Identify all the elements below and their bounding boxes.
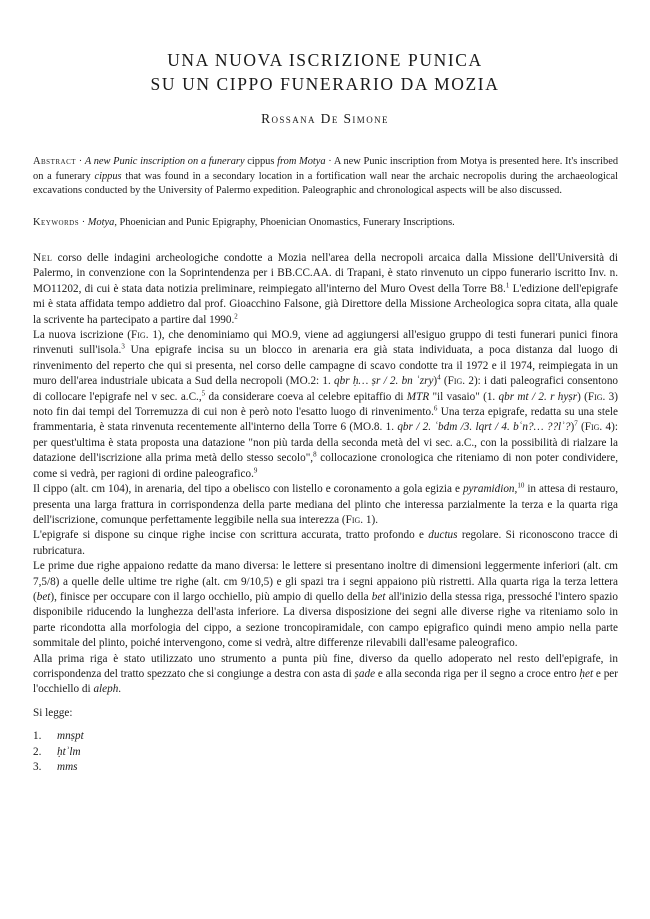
abstract-title-part1: A new Punic inscription on a funerary: [84, 156, 248, 167]
p3-a: Il cippo (alt. cm 104), in arenaria, del tipo a obelisco con listello e coronamento a gola egizia e: [33, 483, 463, 496]
p2-k: Una terza epigrafe, redatta su una stele frammentaria, è stata rinvenuta recentemente all'interno della Torre 6 (MO.8. 1.: [33, 406, 618, 434]
p2-h: "il vasaio" (1.: [429, 390, 499, 403]
p4-a: L'epigrafe si dispone su cinque righe incise con scrittura accurata, tratto profondo e: [33, 529, 429, 542]
footnote-ref-6[interactable]: 6: [433, 404, 438, 413]
figure-ref-1[interactable]: Fig. 1: [131, 329, 158, 342]
keywords-rest: , Phoenician and Punic Epigraphy, Phoenician Onomastics, Funerary Inscriptions.: [114, 217, 455, 228]
figure-ref-4[interactable]: Fig. 4: [584, 421, 612, 434]
paragraph-4: [33, 528, 618, 559]
footnote-ref-2[interactable]: 2: [234, 311, 238, 320]
figure-ref-2[interactable]: Fig. 2: [447, 375, 474, 388]
p2-c: Una epigrafe incisa su un blocco in arenaria era già stata individuata, a poca distanza dal luogo di rinvenimento del reperto che qui si presenta, nel corso delle campagne di scavo condotte tra il 1972 e il 1974, reimpiegata in un muro dell'area industriale ubicata a Sud della necropoli (MO.2: 1.: [33, 344, 618, 388]
term-pyramidion: pyramidion,: [462, 483, 518, 496]
p6-c: e per l'occhiello di: [33, 667, 618, 696]
p3-c: ).: [371, 513, 379, 526]
name-mtr: MTR: [406, 390, 430, 403]
paragraph-6: [33, 652, 618, 698]
p2-i: ) (: [577, 390, 588, 403]
p1-b: L'edizione dell'epigrafe mi è stata affidata tempo addietro dal prof. Gioacchino Falsone, già Direttore della Missione Archeologica sopra citata, alla quale la scrivente ha partecipato a partire dal 1990.: [33, 282, 618, 326]
reading-number: 1.: [33, 730, 42, 743]
article-title-line-1: UNA NUOVA ISCRIZIONE PUNICA: [167, 50, 483, 70]
transliteration-mo2: qbr ḥ… ṣr / 2. bn ʿzry: [334, 375, 434, 388]
footnote-ref-8[interactable]: 8: [313, 450, 317, 459]
p2-n: ): per quest'ultima è stata proposta una datazione "non più tarda della seconda metà del vi sec. a.C., con la possibilità di rialzare la datazione dell'iscrizione alla prima metà dello stesso secolo",: [33, 421, 618, 465]
p5-a: Le prime due righe appaiono redatte da mano diversa: le lettere si presentano inoltre di dimensioni leggermente inferiori (alt. cm 7,5/8) a quelle delle ultime tre righe (alt. cm 9/10,5) e gli spazi tra i segni appaiono più ristretti. Alla quarta riga la terza lettera (: [33, 560, 618, 603]
abstract-sep: ·: [76, 156, 85, 167]
p2-d: ): [433, 375, 438, 388]
reading-text: mnṣpt: [57, 730, 84, 743]
abstract: [33, 155, 618, 199]
footnote-ref-3[interactable]: 3: [121, 342, 125, 351]
abstract-text-italic: cippus: [94, 170, 122, 182]
term-aleph: aleph: [93, 683, 119, 696]
keywords: [33, 216, 618, 231]
abstract-text-part1: · A new Punic inscription from Motya is presented here. It's inscribed on a funerary: [33, 156, 619, 182]
p2-f: ): i dati paleografici consentono di collocare l'epigrafe nel v sec. a.C.,: [33, 375, 619, 403]
inscription-readings: [33, 729, 618, 775]
abstract-title-part2: from Motya: [274, 156, 326, 167]
abstract-title: [85, 156, 326, 167]
p1-a: corso delle indagini archeologiche condotte a Mozia nell'area della necropoli arcaica dalla Missione dell'Università di Palermo, in convenzione con la Soprintendenza per i BB.CC.AA. di Trapani, è stato rinvenuto un cippo funerario iscritto Inv. n. MO11202, di cui è stata data notizia preliminare, reimpiegato all'interno del Muro Ovest della Torre B8.: [33, 252, 618, 295]
term-bet: bet: [36, 590, 51, 603]
transliteration-mo8: qbr / 2. ʿbdm /3. lqrt / 4. bʿn?… ??lʾ?: [397, 421, 571, 434]
abstract-title-roman: cippus: [247, 156, 275, 167]
article-body: [33, 251, 618, 775]
p3-b: in attesa di restauro, presenta una larga frattura in corrispondenza della parte mediana del plinto che interessa parzialmente la terza e la quarta riga dell'iscrizione, comunque perfettamente leggibile nella sua interezza (: [33, 483, 618, 526]
footnote-ref-10[interactable]: 10: [517, 481, 525, 490]
reading-text: ḥtʾlm: [57, 745, 81, 758]
keywords-label: Keywords: [33, 217, 80, 228]
p2-m: (: [577, 421, 585, 434]
reading-line: [33, 745, 618, 760]
p2-j: ) noto fin dai tempi del Torremuzza di cui non è però noto l'esatto luogo di rinvenimento.: [33, 390, 618, 419]
footnote-ref-1[interactable]: 1: [505, 281, 510, 290]
term-ductus: ductus: [428, 529, 458, 542]
author-name: Rossana De Simone: [261, 111, 389, 126]
p6-a: Alla prima riga è stato utilizzato uno strumento a punta più fine, diverso da quello adoperato nel resto dell'epigrafe, in corrispondenza del tratto spezzato che si congiunge a destra con asta di: [33, 652, 618, 680]
lead-word: Nel: [33, 252, 53, 264]
keywords-sep: ·: [79, 217, 88, 228]
footnote-ref-4[interactable]: 4: [437, 373, 441, 382]
p2-o: collocazione cronologica che riteniamo di non poter condividere, come si vedrà, per ragioni di ordine paleografico.: [33, 452, 618, 480]
article-title-line-2: SU UN CIPPO FUNERARIO DA MOZIA: [150, 74, 500, 94]
reading-line: [33, 729, 618, 744]
term-het: ḥet: [579, 667, 594, 680]
term-bet-2: bet: [371, 590, 386, 603]
figure-ref-3[interactable]: Fig. 3: [587, 390, 615, 403]
transliteration-mtr: qbr mt / 2. r hyṣr: [498, 390, 578, 403]
si-legge: Si legge:: [33, 706, 73, 719]
reading-line: [33, 760, 618, 775]
footnote-ref-7[interactable]: 7: [574, 419, 578, 428]
paragraph-3: [33, 482, 618, 528]
footnote-ref-5[interactable]: 5: [201, 388, 206, 397]
abstract-text-part2: that was found in a secondary location in a fortification wall near the archaic necropolis during the archaeological excavations conducted by the University of Palermo expedition. Paleographic and chronological aspects will be also discussed.: [33, 170, 618, 197]
paragraph-1: [33, 251, 618, 328]
p2-b: ), che denominiamo qui MO.9, viene ad aggiungersi all'esiguo gruppo di testi funerari punici finora rinvenuti sull'isola.: [33, 329, 619, 357]
reading-number: 3.: [33, 760, 42, 773]
paragraph-5: [33, 559, 618, 651]
p2-g: da considerare coeva al celebre epitaffio di: [205, 390, 407, 403]
p6-b: e alla seconda riga per il segno a croce entro: [375, 667, 580, 680]
abstract-label: Abstract: [33, 156, 77, 167]
keywords-italic: Motya: [87, 217, 115, 228]
reading-text: mms: [57, 760, 78, 773]
p4-b: regolare. Si riconoscono tracce di rubricatura.: [33, 529, 618, 557]
p6-d: .: [118, 683, 122, 696]
figure-ref-1b[interactable]: Fig. 1: [345, 513, 372, 526]
paragraph-2: [33, 328, 618, 482]
p2-l: ): [570, 421, 575, 434]
p2-a: La nuova iscrizione (: [33, 329, 132, 342]
footnote-ref-9[interactable]: 9: [253, 465, 258, 474]
reading-number: 2.: [33, 745, 42, 758]
p2-e: (: [440, 375, 448, 388]
p5-b: ), finisce per occupare con il largo occhiello, più ampio di quello della: [50, 590, 372, 603]
term-sade: ṣade: [354, 667, 376, 680]
p5-c: all'inizio della stessa riga, pressoché l'intero spazio disponibile riducendo la lunghezza dell'asta inferiore. La diversa disposizione dei segni alle diverse righe va riteniamo solo in parte ricondotta alla morfologia del cippo, a sezione troncopiramidale, con campo epigrafico quindi meno ampio nella parte sommitale del plinto, poiché intervengono, come si vedrà, altre differenze rilevabili dall'esame paleografico.: [33, 590, 618, 650]
